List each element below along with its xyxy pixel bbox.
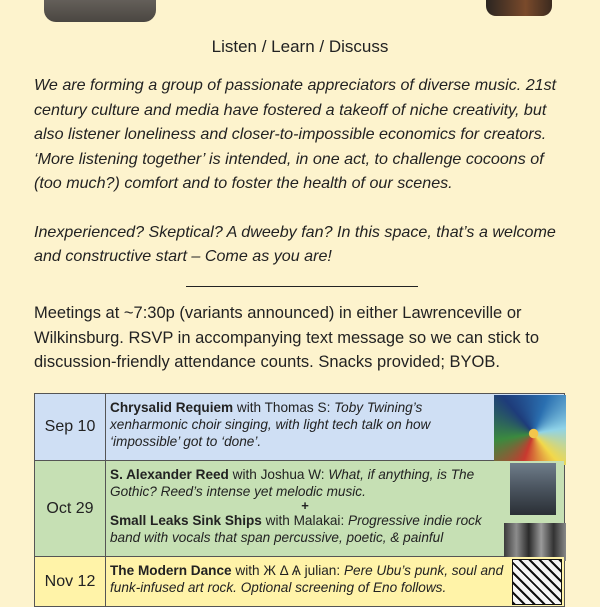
date-cell: Sep 10 [35,394,106,461]
description-cell [106,394,565,461]
header-photo-left [44,0,156,22]
event-description [106,557,564,600]
plus-separator: + [301,498,309,513]
description-cell [106,557,565,607]
host-text: with Joshua W: [228,467,329,482]
header-photo-right [486,0,552,16]
event-note: Toby Twining’s xenharmonic choir singing, with light tech talk on how ‘impossible’ got to ‘done’. [110,400,431,449]
table-row [35,557,565,607]
intro-section [34,73,574,269]
artist-name: The Modern Dance [110,563,232,578]
event-note: Pere Ubu’s punk, soul and funk-infused art rock. Optional screening of Eno follows. [110,563,504,595]
album-art-image [512,559,562,605]
album-art-image [494,395,566,465]
host-text: with Malakai: [261,513,348,528]
schedule-table [34,393,565,607]
band-photo [504,523,566,561]
table-row [35,461,565,557]
divider-line [186,286,418,287]
event-description [106,461,564,550]
table-row [35,394,565,461]
date-cell: Oct 29 [35,461,106,557]
event-note: Progressive indie rock band with vocals that span percussive, poetic, & painful [110,513,482,545]
host-text: with Thomas S: [233,400,335,415]
artist-name: Small Leaks Sink Ships [110,513,262,528]
description-cell [106,461,565,557]
artist-name: Chrysalid Requiem [110,400,234,415]
page-title: Listen / Learn / Discuss [211,37,389,56]
host-text: with Ж Δ Ѧ julian: [231,563,344,578]
artist-photo [510,463,556,515]
intro-paragraph: We are forming a group of passionate appreciators of diverse music. 21st century culture and media have fostered a takeoff of niche creativity, but also listener loneliness and closer-to-impossible economics for creators. ‘More listening together’ is intended, in one act, to challenge cocoons of (too much?) comfort and to foster the health of our scenes. [34,76,557,192]
date-cell: Nov 12 [35,557,106,607]
artist-name: S. Alexander Reed [110,467,229,482]
event-note: What, if anything, is The Gothic? Reed’s intense yet melodic music. [110,467,475,499]
intro-paragraph: Inexperienced? Skeptical? A dweeby fan? In this space, that’s a welcome and constructive start – Come as you are! [34,222,556,265]
meetings-info: Meetings at ~7:30p (variants announced) in either Lawrenceville or Wilkinsburg. RSVP in accompanying text message so we can stick to discussion-friendly attendance counts. Snacks provided; BYOB. [34,304,539,371]
